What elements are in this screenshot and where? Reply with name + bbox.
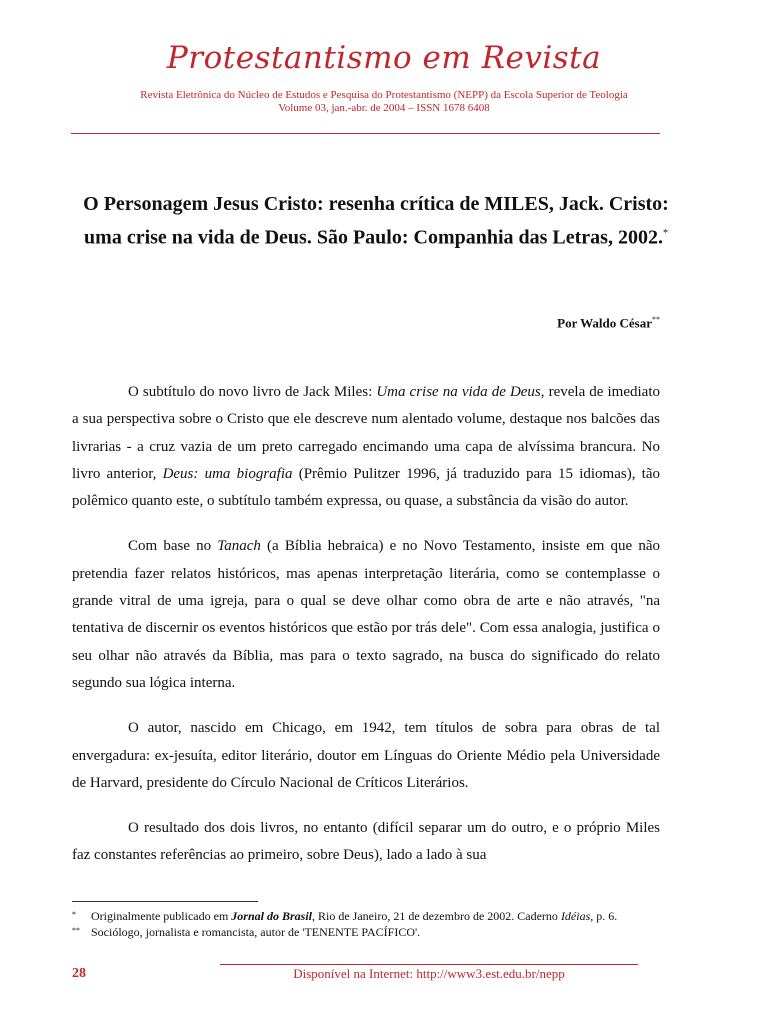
p1-text-a: O subtítulo do novo livro de Jack Miles: — [128, 384, 377, 400]
footnote-2 — [72, 925, 672, 940]
footer-divider — [220, 964, 638, 965]
p2-italic-tanach: Tanach — [217, 538, 261, 555]
article-body — [72, 379, 660, 888]
p1-italic-subtitle: Uma crise na vida de Deus — [376, 384, 541, 400]
footer-availability-link[interactable]: Disponível na Internet: http://www3.est.edu.br/nepp — [293, 966, 565, 981]
paragraph-1 — [72, 379, 660, 515]
p1-text-c: , revela de imediato a sua perspectiva sobre o Cristo que ele descreve num alentado volume, destaque nos balcões das livrarias - a cruz vazia de um preto carregado encimando uma capa de alvíssima brancura. No livro anterior, — [72, 384, 660, 482]
fn2-text: Sociólogo, jornalista e romancista, autor de 'TENENTE PACÍFICO'. — [91, 925, 421, 939]
journal-title: Protestantismo em Revista — [166, 40, 602, 76]
p2-text-a: Com base no — [128, 538, 218, 555]
p2-text-c: (a Bíblia hebraica) e no Novo Testamento, insiste em que não pretendia fazer relatos históricos, mas apenas interpretação literária, como se contemplasse o grande vitral de uma igreja, para o qual se deve olhar como obra de arte e não através, "na tentativa de discernir os eventos históricos que estão por trás dele". Com essa analogia, justifica o seu olhar não através da Bíblia, mas para o texto sagrado, na busca do significado do relato segundo sua lógica interna. — [72, 538, 661, 691]
footnote-divider — [72, 901, 258, 902]
paragraph-3: O autor, nascido em Chicago, em 1942, tem títulos de sobra para obras de tal envergadura: ex-jesuíta, editor literário, doutor em Línguas do Oriente Médio pela Universidade de Harvard, presidente do Círculo Nacional de Críticos Literários. — [72, 720, 660, 791]
journal-subtitle: Revista Eletrônica do Núcleo de Estudos e Pesquisa do Protestantismo (NEPP) da Escola Superior de Teologia — [140, 89, 628, 101]
footnote-1 — [72, 909, 672, 924]
fn1-section-name: Idéias — [560, 909, 591, 923]
article-title — [72, 190, 680, 253]
p1-text-e: (Prêmio Pulitzer 1996, já traduzido para 15 idiomas), tão polêmico quanto este, o subtítulo também expressa, ou quase, a substância da visão do autor. — [72, 465, 661, 510]
title-footnote-mark: * — [662, 228, 668, 239]
paragraph-2 — [72, 533, 660, 697]
journal-volume-info: Volume 03, jan.-abr. de 2004 – ISSN 1678 6408 — [278, 102, 490, 114]
author-name: Por Waldo César — [557, 315, 652, 331]
footnotes — [72, 909, 672, 941]
author-byline — [557, 315, 660, 331]
author-footnote-mark: ** — [652, 315, 660, 324]
fn1-newspaper-name: Jornal do Brasil — [231, 909, 312, 923]
footnote-1-mark: * — [72, 910, 76, 919]
fn1-text-e: , p. 6. — [590, 909, 618, 923]
fn1-text-a: Originalmente publicado em — [91, 909, 232, 923]
article-title-text: O Personagem Jesus Cristo: resenha crítica de MILES, Jack. Cristo: uma crise na vida de Deus. São Paulo: Companhia das Letras, 2002. — [83, 193, 669, 249]
paragraph-4: O resultado dos dois livros, no entanto (difícil separar um do outro, e o próprio Miles faz constantes referências ao primeiro, sobre Deus), lado a lado à sua — [72, 820, 660, 864]
page-number: 28 — [72, 966, 86, 981]
p1-italic-book-title: Deus: uma biografia — [162, 465, 293, 482]
header-divider — [71, 133, 660, 134]
footnote-2-mark: ** — [72, 926, 80, 935]
fn1-text-c: , Rio de Janeiro, 21 de dezembro de 2002. Caderno — [312, 909, 561, 923]
